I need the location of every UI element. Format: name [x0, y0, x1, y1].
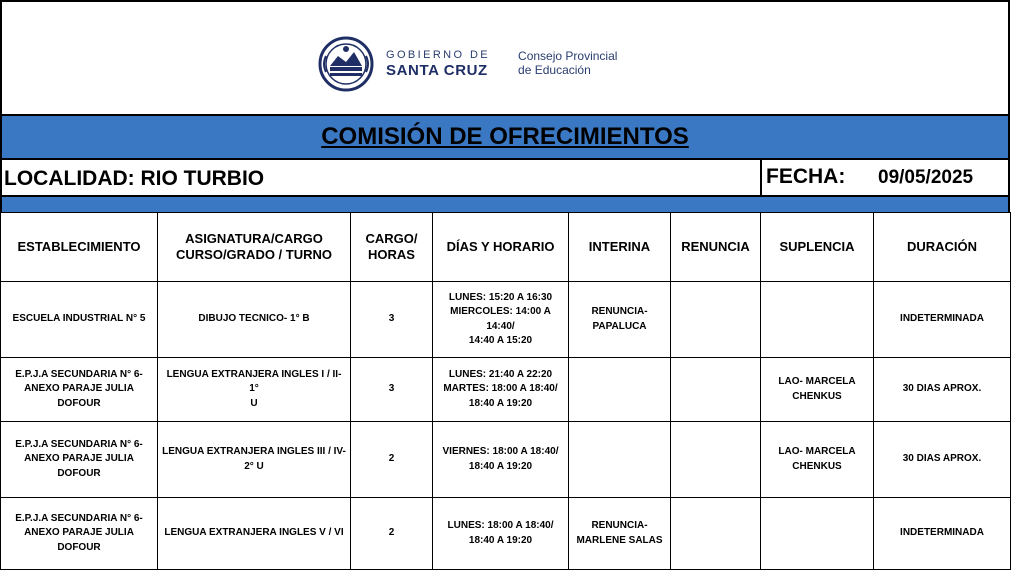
cell-duracion: 30 DIAS APROX.: [874, 422, 1011, 498]
cell-asignatura: [158, 498, 351, 570]
cell-line: 2° U: [244, 460, 264, 472]
cell-duracion: INDETERMINADA: [874, 498, 1011, 570]
table-row: [1, 422, 1011, 498]
cell-line: ANEXO PARAJE JULIA DOFOUR: [24, 527, 134, 553]
cell-line: CHENKUS: [792, 390, 842, 402]
col-header-interina: INTERINA: [569, 213, 671, 282]
cell-line: VIERNES: 18:00 A 18:40/: [442, 446, 559, 457]
col-header-asignatura-line2: CURSO/GRADO / TURNO: [176, 247, 332, 262]
cell-line: E.P.J.A SECUNDARIA N° 6-: [15, 512, 143, 524]
col-header-establecimiento: ESTABLECIMIENTO: [1, 213, 158, 282]
cell-suplencia: [761, 498, 874, 570]
col-header-cargo-line2: HORAS: [368, 247, 415, 262]
council-name-line2: de Educación: [518, 63, 591, 77]
cell-suplencia: [761, 282, 874, 358]
cell-interina: [569, 358, 671, 422]
cell-line: 18:40 A 19:20: [468, 534, 533, 546]
cell-line: LUNES: 15:20 A 16:30: [448, 291, 553, 303]
col-header-asignatura-line1: ASIGNATURA/CARGO: [185, 230, 323, 246]
cell-line: DIBUJO TECNICO- 1° B: [198, 313, 310, 325]
cell-asignatura: [158, 282, 351, 358]
cell-suplencia: [761, 358, 874, 422]
cell-horas: 3: [351, 358, 433, 422]
cell-line: LENGUA EXTRANJERA INGLES V / VI: [164, 527, 344, 539]
col-header-renuncia: RENUNCIA: [671, 213, 761, 282]
cell-renuncia: [671, 282, 761, 358]
cell-line: CHENKUS: [792, 460, 842, 472]
cell-asignatura: [158, 358, 351, 422]
col-header-dias: DÍAS Y HORARIO: [433, 213, 569, 282]
cell-dias: [433, 358, 569, 422]
cell-line: RENUNCIA-: [591, 520, 648, 531]
cell-line: PAPALUCA: [592, 320, 647, 332]
cell-establecimiento: [1, 282, 158, 358]
cell-duracion: 30 DIAS APROX.: [874, 358, 1011, 422]
date-cell: [760, 158, 1010, 197]
cell-line: MARTES: 18:00 A 18:40/: [443, 383, 558, 395]
cell-horas: 2: [351, 422, 433, 498]
title-band: [0, 116, 1010, 158]
page-title: COMISIÓN DE OFRECIMIENTOS: [321, 123, 689, 150]
cell-horas: 2: [351, 498, 433, 570]
cell-establecimiento: [1, 358, 158, 422]
location-row: [0, 158, 1010, 197]
cell-interina: [569, 422, 671, 498]
document-header: [0, 0, 1010, 116]
cell-renuncia: [671, 422, 761, 498]
council-name-line1: Consejo Provincial: [518, 49, 618, 64]
separator-strip: [0, 197, 1010, 212]
col-header-duracion: DURACIÓN: [874, 213, 1011, 282]
cell-line: E.P.J.A SECUNDARIA N° 6-: [15, 368, 143, 380]
cell-interina: [569, 282, 671, 358]
cell-horas: 3: [351, 282, 433, 358]
offers-table: [0, 212, 1011, 570]
cell-renuncia: [671, 358, 761, 422]
government-logo: [318, 36, 617, 92]
table-header-row: [1, 213, 1011, 282]
col-header-cargo-line1: CARGO/: [365, 230, 418, 246]
cell-dias: [433, 422, 569, 498]
cell-line: ANEXO PARAJE JULIA DOFOUR: [24, 383, 134, 409]
cell-line: RENUNCIA-: [591, 306, 648, 317]
cell-duracion: INDETERMINADA: [874, 282, 1011, 358]
cell-establecimiento: [1, 498, 158, 570]
cell-asignatura: [158, 422, 351, 498]
cell-line: LENGUA EXTRANJERA INGLES III / IV-: [162, 446, 346, 457]
cell-renuncia: [671, 498, 761, 570]
provincial-seal-icon: [318, 36, 374, 92]
cell-line: LAO- MARCELA: [778, 446, 856, 457]
table-row: [1, 498, 1011, 570]
cell-line: ANEXO PARAJE JULIA DOFOUR: [24, 453, 134, 479]
cell-line: MARLENE SALAS: [576, 534, 663, 546]
cell-line: LUNES: 21:40 A 22:20: [448, 368, 553, 380]
date-value: 09/05/2025: [878, 167, 974, 188]
cell-suplencia: [761, 422, 874, 498]
cell-line: U: [250, 397, 258, 409]
cell-interina: [569, 498, 671, 570]
gov-label: GOBIERNO DE: [386, 49, 491, 61]
col-header-suplencia: SUPLENCIA: [761, 213, 874, 282]
cell-line: E.P.J.A SECUNDARIA N° 6-: [15, 438, 143, 450]
table-row: [1, 358, 1011, 422]
cell-line: LENGUA EXTRANJERA INGLES I / II- 1°: [166, 368, 342, 395]
locality-label: LOCALIDAD: RIO TURBIO: [4, 167, 265, 190]
cell-dias: [433, 498, 569, 570]
cell-line: LUNES: 18:00 A 18:40/: [447, 520, 554, 531]
cell-dias: [433, 282, 569, 358]
cell-line: 18:40 A 19:20: [468, 460, 533, 472]
date-label: FECHA:: [766, 165, 846, 188]
cell-establecimiento: [1, 422, 158, 498]
cell-line: MIERCOLES: 14:00 A 14:40/: [450, 306, 551, 332]
province-name: SANTA CRUZ: [386, 62, 488, 79]
table-row: [1, 282, 1011, 358]
cell-line: ESCUELA INDUSTRIAL N° 5: [12, 313, 146, 325]
col-header-asignatura: [158, 213, 351, 282]
cell-line: LAO- MARCELA: [778, 376, 856, 387]
cell-line: 18:40 A 19:20: [468, 397, 533, 409]
col-header-cargo: [351, 213, 433, 282]
cell-line: 14:40 A 15:20: [468, 335, 533, 346]
